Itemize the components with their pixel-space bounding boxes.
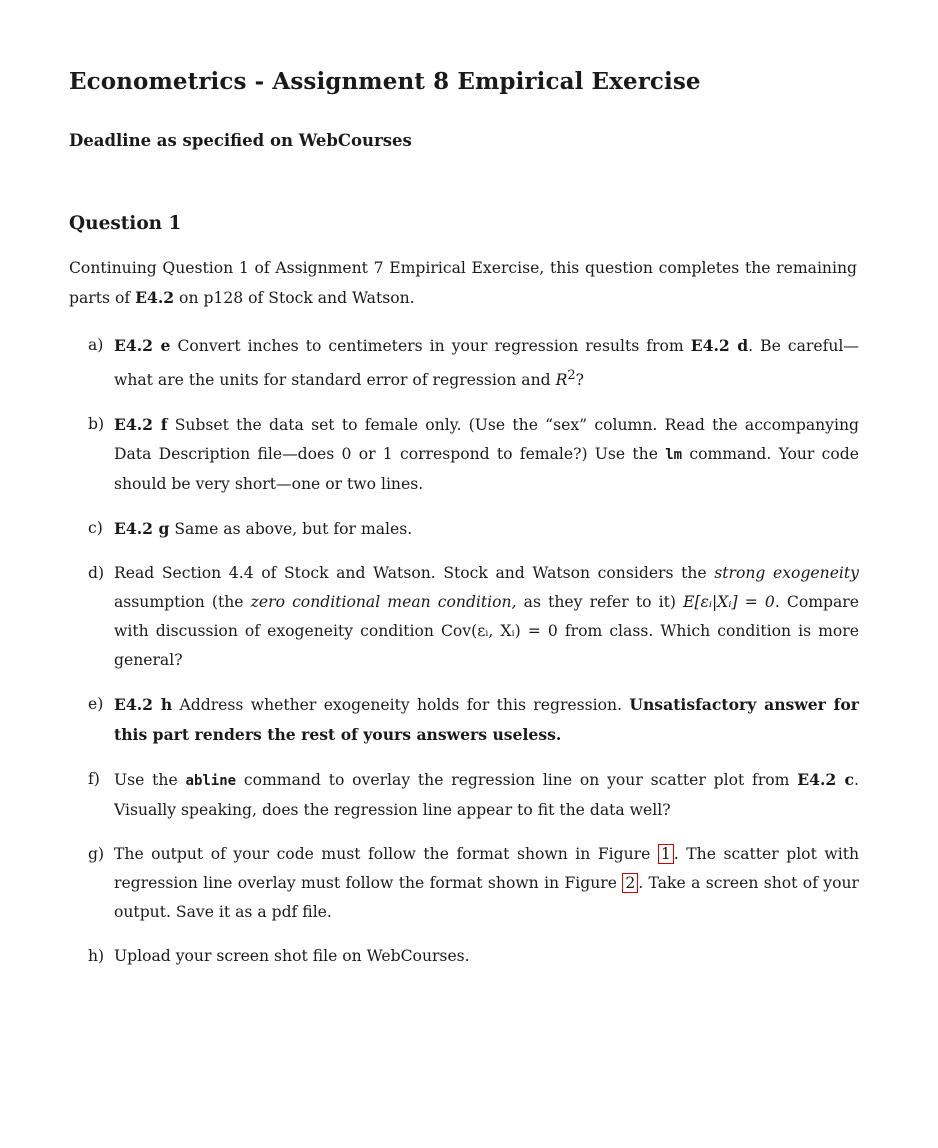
- item-label: h): [88, 947, 105, 966]
- item-text: Use the abline command to overlay the regression line on your scatter plot from E4.2 c. Visually speaking, does the regression line appear to fit the data well?: [114, 770, 859, 820]
- item-label: b): [88, 415, 105, 434]
- page-title: Econometrics - Assignment 8 Empirical Exercise: [69, 68, 701, 95]
- math-expectation: E[εᵢ|Xᵢ] = 0: [683, 593, 775, 612]
- item-label: a): [88, 336, 104, 354]
- list-item-g: [69, 840, 859, 927]
- list-item-f: [69, 765, 859, 825]
- item-label: d): [88, 564, 105, 583]
- item-label: f): [88, 770, 100, 789]
- list-item-d: [69, 559, 859, 675]
- deadline-note: Deadline as specified on WebCourses: [69, 131, 412, 150]
- item-text: The output of your code must follow the format shown in Figure 1 . The scatter plot with regression line overlay must follow the format shown in Figure 2 . Take a screen shot of your output. Save it as a pdf file.: [114, 845, 860, 922]
- list-item-c: [69, 514, 859, 544]
- item-label: g): [88, 845, 105, 864]
- figure-2-link[interactable]: 2: [622, 873, 638, 893]
- item-text: E4.2 f Subset the data set to female only. (Use the “sex” column. Read the accompanying Data Description file—does 0 or 1 correspond to female?) Use the lm command. Your code should be very short—one or two lines.: [114, 415, 859, 494]
- code-lm: lm: [665, 447, 683, 464]
- list-item-a: [69, 331, 859, 395]
- item-text: Upload your screen shot file on WebCourses.: [114, 947, 470, 966]
- list-item-e: [69, 690, 859, 750]
- list-item-b: [69, 410, 859, 499]
- item-text: Read Section 4.4 of Stock and Watson. Stock and Watson considers the strong exogeneity assumption (the zero conditional mean condition, as they refer to it) E[εᵢ|Xᵢ] = 0. Compare with discussion of exogeneity condition Cov(εᵢ, Xᵢ) = 0 from class. Which condition is more general?: [114, 564, 859, 670]
- item-text: E4.2 h Address whether exogeneity holds for this regression. Unsatisfactory answer for this part renders the rest of yours answers useless.: [114, 695, 860, 745]
- item-text: E4.2 g Same as above, but for males.: [114, 519, 413, 539]
- question-parts-list: [69, 331, 859, 986]
- item-label: e): [88, 695, 104, 714]
- item-text: E4.2 e Convert inches to centimeters in your regression results from E4.2 d. Be careful—what are the units for standard error of regression and $R^2$?: [114, 336, 859, 390]
- question-intro: Continuing Question 1 of Assignment 7 Empirical Exercise, this question completes the remaining parts of E4.2 on p128 of Stock and Watson.: [69, 259, 857, 307]
- question-heading: Question 1: [69, 213, 182, 234]
- code-abline: abline: [185, 773, 237, 790]
- math-covariance: Cov(εᵢ, Xᵢ) = 0: [440, 622, 558, 641]
- figure-1-link[interactable]: 1: [658, 844, 674, 864]
- item-label: c): [88, 519, 103, 538]
- list-item-h: [69, 942, 859, 971]
